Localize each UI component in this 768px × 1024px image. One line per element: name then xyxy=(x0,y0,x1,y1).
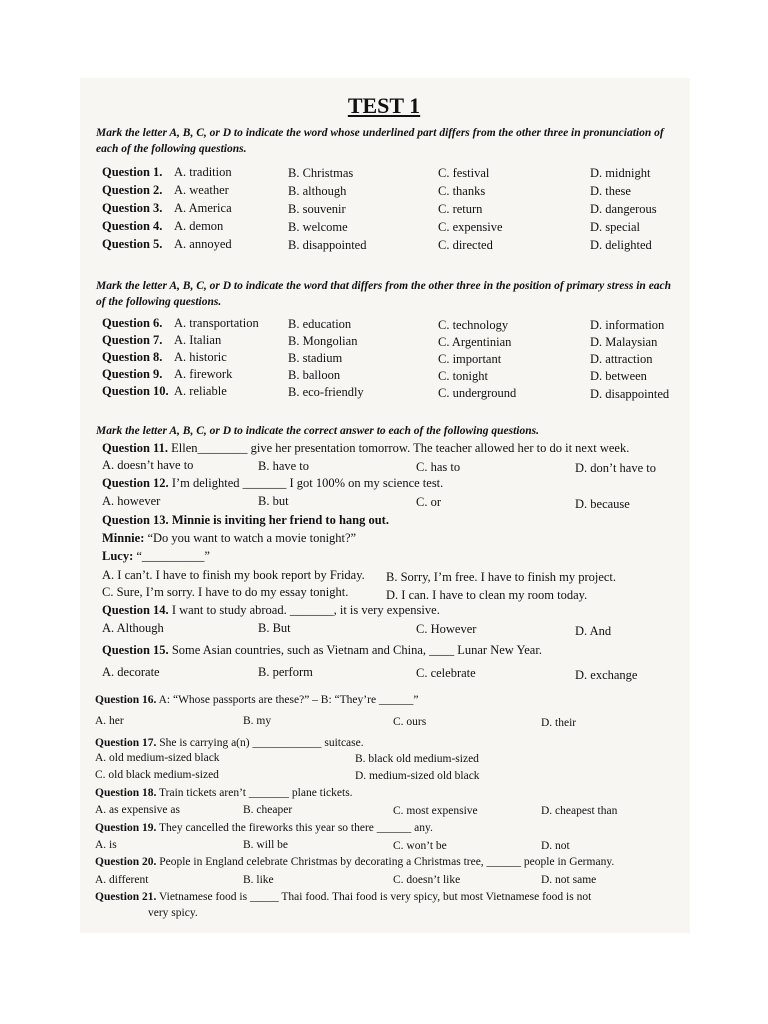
option-c[interactable]: C. festival xyxy=(438,166,490,180)
stress-instruction: Mark the letter A, B, C, or D to indicate the word that differs from the other three in the position of primary stress in each of the following questions. xyxy=(96,280,672,308)
question-label: Question 11. xyxy=(102,441,168,455)
option-d[interactable]: D. their xyxy=(541,717,577,729)
option-c[interactable]: C. However xyxy=(416,622,477,636)
option-c[interactable]: C. or xyxy=(416,495,441,509)
option-b[interactable]: B. souvenir xyxy=(288,202,346,216)
option-a[interactable]: A. old medium-sized black xyxy=(95,752,220,764)
question-label: Question 5. xyxy=(102,237,163,251)
question-label: Question 16. xyxy=(95,694,157,706)
option-a[interactable]: A. Italian xyxy=(174,333,222,347)
option-d[interactable]: D. information xyxy=(590,318,665,332)
option-c[interactable]: C. important xyxy=(438,352,502,366)
option-b[interactable]: B. stadium xyxy=(288,351,343,365)
question-text: People in England celebrate Christmas by decorating a Christmas tree, ______ people in Germany. xyxy=(159,856,615,868)
question-label: Question 20. xyxy=(95,856,157,868)
option-c[interactable]: C. has to xyxy=(416,460,461,474)
option-c[interactable]: C. won’t be xyxy=(393,840,447,852)
question-text: She is carrying a(n) ____________ suitcase. xyxy=(159,737,364,749)
option-d[interactable]: D. I can. I have to clean my room today. xyxy=(386,588,588,602)
option-c[interactable]: C. ours xyxy=(393,716,427,728)
option-d[interactable]: D. special xyxy=(590,220,640,234)
speaker-label: Minnie: xyxy=(102,531,145,545)
question-text: Train tickets aren’t _______ plane tickets. xyxy=(159,787,353,799)
option-b[interactable]: B. disappointed xyxy=(288,238,367,252)
question-label: Question 17. xyxy=(95,737,157,749)
option-c[interactable]: C. most expensive xyxy=(393,805,478,817)
question-label: Question 2. xyxy=(102,183,163,197)
option-b[interactable]: B. although xyxy=(288,184,347,198)
question-stem xyxy=(95,856,614,868)
question-label: Question 10. xyxy=(102,384,169,398)
option-a[interactable]: A. firework xyxy=(174,367,233,381)
option-c[interactable]: C. technology xyxy=(438,318,509,332)
option-c[interactable]: C. doesn’t like xyxy=(393,874,461,886)
option-b[interactable]: B. but xyxy=(258,494,289,508)
option-d[interactable]: D. don’t have to xyxy=(575,461,657,475)
option-c[interactable]: C. expensive xyxy=(438,220,503,234)
question-text: Minnie is inviting her friend to hang out. xyxy=(171,513,389,527)
option-c[interactable]: C. thanks xyxy=(438,184,486,198)
question-text: Vietnamese food is _____ Thai food. Thai food is very spicy, but most Vietnamese food is not xyxy=(159,891,592,903)
option-a[interactable]: A. reliable xyxy=(174,384,227,398)
option-a[interactable]: A. is xyxy=(95,839,117,851)
option-a[interactable]: A. transportation xyxy=(174,316,259,330)
option-a[interactable]: A. weather xyxy=(174,183,229,197)
option-b[interactable]: B. balloon xyxy=(288,368,341,382)
question-label: Question 14. xyxy=(102,603,169,617)
question-text: They cancelled the fireworks this year so there ______ any. xyxy=(159,822,433,834)
option-a[interactable]: A. her xyxy=(95,715,124,727)
option-b[interactable]: B. black old medium-sized xyxy=(355,753,479,765)
pronunciation-instruction: Mark the letter A, B, C, or D to indicate the word whose underlined part differs from the other three in pronunciation of each of the following questions. xyxy=(96,127,664,155)
option-d[interactable]: D. not xyxy=(541,840,570,852)
option-c[interactable]: C. return xyxy=(438,202,483,216)
option-b[interactable]: B. Sorry, I’m free. I have to finish my project. xyxy=(386,570,617,584)
question-label: Question 19. xyxy=(95,822,157,834)
option-b[interactable]: B. have to xyxy=(258,459,310,473)
question-label: Question 12. xyxy=(102,476,169,490)
question-label: Question 15. xyxy=(102,643,169,657)
question-stem xyxy=(102,643,542,658)
option-a[interactable]: A. Although xyxy=(102,621,164,635)
question-stem xyxy=(95,787,353,799)
question-label: Question 7. xyxy=(102,333,163,347)
speaker-text: “__________” xyxy=(136,549,210,563)
option-a[interactable]: A. as expensive as xyxy=(95,804,180,816)
option-d[interactable]: D. not same xyxy=(541,874,597,886)
option-a[interactable]: A. America xyxy=(174,201,232,215)
option-a[interactable]: A. I can’t. I have to finish my book report by Friday. xyxy=(102,568,365,582)
option-b[interactable]: B. But xyxy=(258,621,291,635)
option-a[interactable]: A. different xyxy=(95,874,149,886)
option-a[interactable]: A. however xyxy=(102,494,161,508)
option-c[interactable]: C. Sure, I’m sorry. I have to do my essay tonight. xyxy=(102,585,349,599)
option-d[interactable]: D. because xyxy=(575,497,630,511)
option-b[interactable]: B. my xyxy=(243,715,272,727)
option-a[interactable]: A. doesn’t have to xyxy=(102,458,194,472)
question-stem xyxy=(95,822,433,834)
option-b[interactable]: B. will be xyxy=(243,839,289,851)
correct-answer-instruction: Mark the letter A, B, C, or D to indicate the correct answer to each of the following questions. xyxy=(96,425,539,437)
option-b[interactable]: B. eco-friendly xyxy=(288,385,364,399)
option-a[interactable]: A. tradition xyxy=(174,165,232,179)
question-text: Some Asian countries, such as Vietnam and China, ____ Lunar New Year. xyxy=(171,643,542,657)
option-c[interactable]: C. old black medium-sized xyxy=(95,769,219,781)
option-a[interactable]: A. decorate xyxy=(102,665,160,679)
option-c[interactable]: C. Argentinian xyxy=(438,335,512,349)
option-c[interactable]: C. underground xyxy=(438,386,517,400)
question-label: Question 9. xyxy=(102,367,163,381)
question-stem xyxy=(95,737,364,749)
question-stem xyxy=(102,476,443,491)
option-b[interactable]: B. perform xyxy=(258,665,313,679)
question-label: Question 1. xyxy=(102,165,163,179)
dialogue-lucy xyxy=(102,549,210,564)
option-b[interactable]: B. welcome xyxy=(288,220,348,234)
question-stem xyxy=(102,441,629,456)
question-stem xyxy=(95,891,591,903)
option-a[interactable]: A. historic xyxy=(174,350,227,364)
option-d[interactable]: D. Malaysian xyxy=(590,335,658,349)
question-stem xyxy=(95,694,419,706)
question-label: Question 13. xyxy=(102,513,169,527)
option-c[interactable]: C. celebrate xyxy=(416,666,476,680)
option-d[interactable]: D. dangerous xyxy=(590,202,657,216)
question-text: Ellen________ give her presentation tomorrow. The teacher allowed her to do it next week. xyxy=(171,441,630,455)
option-a[interactable]: A. annoyed xyxy=(174,237,232,251)
question-label: Question 3. xyxy=(102,201,163,215)
option-d[interactable]: D. midnight xyxy=(590,166,651,180)
option-b[interactable]: B. education xyxy=(288,317,352,331)
question-label: Question 4. xyxy=(102,219,163,233)
question-text-continued: very spicy. xyxy=(148,907,198,919)
page-title: TEST 1 xyxy=(347,93,421,118)
option-a[interactable]: A. demon xyxy=(174,219,224,233)
option-d[interactable]: D. exchange xyxy=(575,668,638,682)
question-label: Question 6. xyxy=(102,316,163,330)
option-d[interactable]: D. between xyxy=(590,369,647,383)
option-c[interactable]: C. tonight xyxy=(438,369,489,383)
question-text: I’m delighted _______ I got 100% on my science test. xyxy=(171,476,444,490)
question-text: A: “Whose passports are these?” – B: “They’re ______” xyxy=(158,694,419,706)
question-label: Question 8. xyxy=(102,350,163,364)
option-d[interactable]: D. medium-sized old black xyxy=(355,770,480,782)
option-d[interactable]: D. delighted xyxy=(590,238,652,252)
option-b[interactable]: B. like xyxy=(243,874,274,886)
option-b[interactable]: B. Christmas xyxy=(288,166,354,180)
question-stem xyxy=(102,603,440,618)
question-stem xyxy=(102,513,389,528)
speaker-text: “Do you want to watch a movie tonight?” xyxy=(147,531,357,545)
question-text: I want to study abroad. _______, it is very expensive. xyxy=(171,603,440,617)
option-b[interactable]: B. Mongolian xyxy=(288,334,358,348)
option-d[interactable]: D. And xyxy=(575,624,612,638)
question-label: Question 18. xyxy=(95,787,157,799)
option-d[interactable]: D. disappointed xyxy=(590,387,670,401)
option-c[interactable]: C. directed xyxy=(438,238,493,252)
option-d[interactable]: D. these xyxy=(590,184,631,198)
question-label: Question 21. xyxy=(95,891,157,903)
option-d[interactable]: D. cheapest than xyxy=(541,805,618,817)
option-b[interactable]: B. cheaper xyxy=(243,804,293,816)
option-d[interactable]: D. attraction xyxy=(590,352,653,366)
dialogue-minnie xyxy=(102,531,356,546)
speaker-label: Lucy: xyxy=(102,549,134,563)
